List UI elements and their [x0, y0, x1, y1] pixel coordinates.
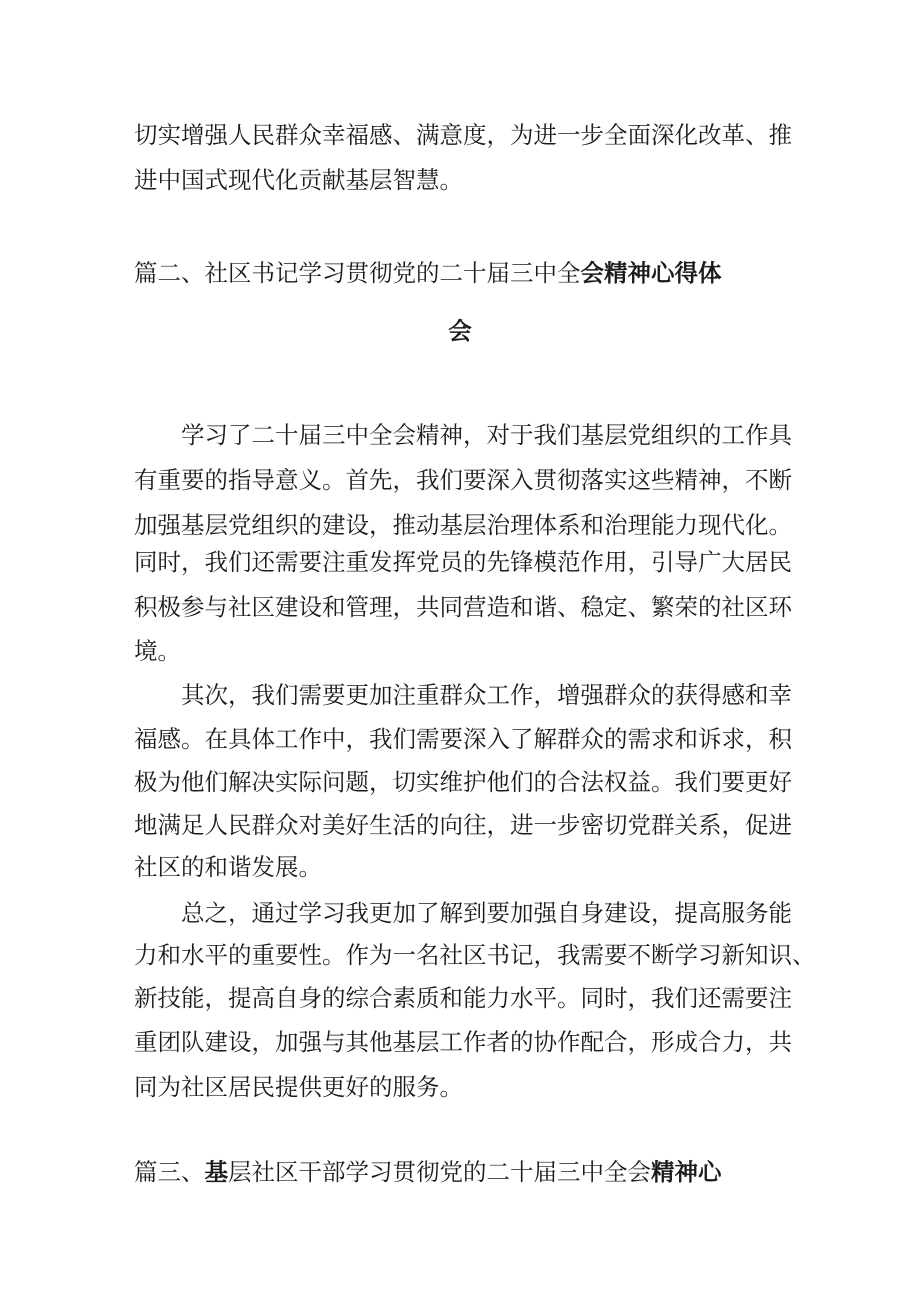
paragraph-line: 积极参与社区建设和管理，共同营造和谐、稳定、繁荣的社区环	[134, 593, 792, 621]
paragraph-line: 其次，我们需要更加注重群众工作，增强群众的获得感和幸	[181, 681, 792, 709]
heading-part: 篇二、社区书记学习贯彻党的二十届三中全	[134, 259, 581, 287]
heading-part-bold: 基	[204, 1158, 228, 1186]
paragraph-line: 地满足人民群众对美好生活的向往，进一步密切党群关系，促进	[134, 811, 792, 839]
paragraph-line: 进中国式现代化贡献基层智慧。	[134, 166, 463, 194]
section-heading-3	[134, 1157, 794, 1187]
heading-part: 层社区干部学习贯彻党的二十届三中全会	[228, 1158, 651, 1186]
heading-part-bold: 精神心	[651, 1158, 722, 1186]
paragraph-line: 有重要的指导意义。首先，我们要深入贯彻落实这些精神，不断	[134, 466, 792, 494]
paragraph-line: 重团队建设，加强与其他基层工作者的协作配合，形成合力，共	[134, 1028, 792, 1056]
paragraph-line: 学习了二十届三中全会精神，对于我们基层党组织的工作具	[181, 421, 792, 449]
paragraph-line: 加强基层党组织的建设，推动基层治理体系和治理能力现代化。	[134, 511, 792, 539]
paragraph-line: 同时，我们还需要注重发挥党员的先锋模范作用，引导广大居民	[134, 548, 792, 576]
paragraph-line: 力和水平的重要性。作为一名社区书记，我需要不断学习新知识、	[134, 941, 816, 969]
paragraph-line: 境。	[134, 637, 181, 665]
paragraph-line: 新技能，提高自身的综合素质和能力水平。同时，我们还需要注	[134, 984, 792, 1012]
paragraph-line: 总之，通过学习我更加了解到要加强自身建设，提高服务能	[181, 899, 792, 927]
heading-part: 篇三、	[134, 1158, 205, 1186]
section-heading-2-cont: 会	[448, 317, 472, 345]
paragraph-line: 同为社区居民提供更好的服务。	[134, 1073, 463, 1101]
section-heading-2	[134, 258, 794, 288]
heading-part-bold: 会精神心得体	[580, 259, 722, 287]
paragraph-line: 切实增强人民群众幸福感、满意度，为进一步全面深化改革、推	[134, 121, 792, 149]
paragraph-line: 福感。在具体工作中，我们需要深入了解群众的需求和诉求，积	[134, 725, 792, 753]
paragraph-line: 社区的和谐发展。	[134, 853, 322, 881]
paragraph-line: 极为他们解决实际问题，切实维护他们的合法权益。我们要更好	[134, 768, 792, 796]
